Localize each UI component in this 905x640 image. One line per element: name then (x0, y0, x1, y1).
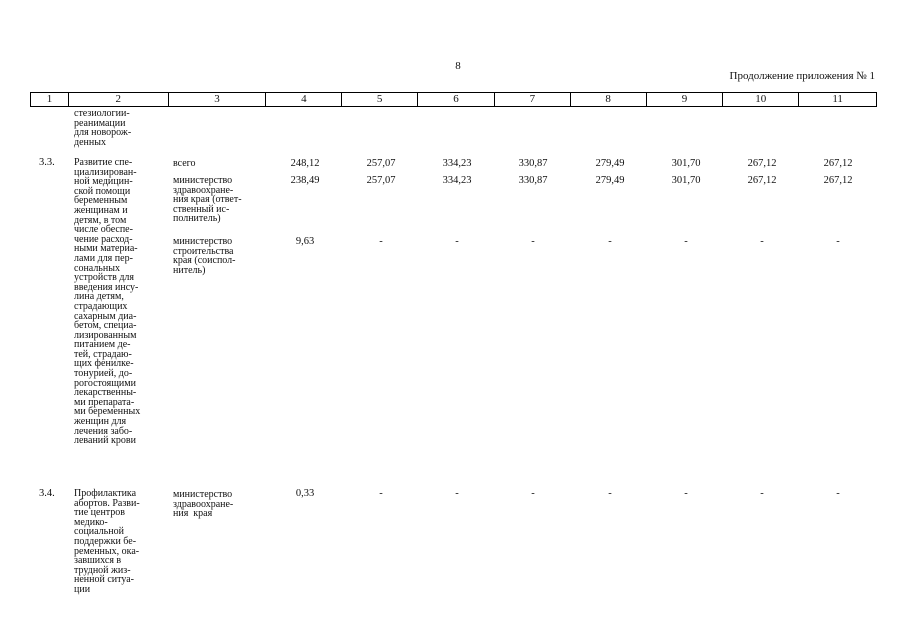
value-cell: - (531, 236, 535, 247)
value-cell: - (379, 236, 383, 247)
value-cell: 238,49 (290, 175, 320, 186)
value-cell: 330,87 (518, 158, 548, 169)
value-cell: 267,12 (823, 175, 853, 186)
column-header-3: 3 (169, 93, 267, 106)
column-header-5: 5 (342, 93, 418, 106)
value-cell: - (684, 488, 688, 499)
value-cell: 279,49 (595, 158, 625, 169)
column-header-1: 1 (31, 93, 69, 106)
row-name: Профилактика абортов. Разви- тие центров медико- социальной поддержки бе- ременных, ока- завшихся в трудной жиз- ненной ситуа- ции (74, 488, 140, 595)
value-cell: 9,63 (295, 236, 315, 247)
executor-health-ministry: министерство здравоохране- ния края (173, 489, 234, 520)
continuation-label: Продолжение приложения № 1 (729, 70, 875, 82)
column-header-10: 10 (723, 93, 799, 106)
table-header-row (30, 92, 877, 107)
value-cell: - (760, 236, 764, 247)
column-header-7: 7 (495, 93, 571, 106)
value-cell: 330,87 (518, 175, 548, 186)
value-cell: 267,12 (747, 175, 777, 186)
value-cell: 248,12 (290, 158, 320, 169)
column-header-4: 4 (266, 93, 342, 106)
value-cell: - (760, 488, 764, 499)
value-cell: - (836, 236, 840, 247)
column-header-8: 8 (571, 93, 647, 106)
row-number: 3.3. (39, 157, 55, 168)
value-cell: - (455, 488, 459, 499)
value-cell: 301,70 (671, 175, 701, 186)
column-header-6: 6 (418, 93, 495, 106)
value-cell: - (455, 236, 459, 247)
value-cell: 267,12 (823, 158, 853, 169)
value-cell: - (684, 236, 688, 247)
value-cell: 257,07 (366, 175, 396, 186)
column-header-9: 9 (647, 93, 724, 106)
row-number: 3.4. (39, 488, 55, 499)
column-header-2: 2 (69, 93, 169, 106)
value-cell: - (379, 488, 383, 499)
value-cell: 334,23 (442, 158, 472, 169)
value-cell: 301,70 (671, 158, 701, 169)
column-header-11: 11 (832, 93, 843, 105)
executor-total: всего (173, 158, 196, 169)
value-cell: - (608, 236, 612, 247)
executor-construction-ministry: министерство строительства края (соиспол- нитель) (173, 236, 236, 276)
value-cell: - (836, 488, 840, 499)
row-name: стезиологии- реанимации для новорож- денных (74, 108, 132, 148)
value-cell: 279,49 (595, 175, 625, 186)
value-cell: - (608, 488, 612, 499)
executor-health-ministry: министерство здравоохране- ния края (ответ- ственный ис- полнитель) (173, 175, 242, 225)
value-cell: - (531, 488, 535, 499)
value-cell: 334,23 (442, 175, 472, 186)
value-cell: 0,33 (295, 488, 315, 499)
page-number: 8 (455, 60, 461, 72)
value-cell: 257,07 (366, 158, 396, 169)
row-name: Развитие спе- циализирован- ной медицин- ской помощи беременным женщинам и детям, в том числе обеспе- чение расход- ными материа- лами для пер- сональных устройств для введения инсу- лина детям, страдающих сахарным диа- бетом, специа- лизированным питанием де- тей, страдаю- щих фенилке- тонурией, до- рогостоящими лекарственны- ми препарата- ми беременных женщин для лечения забо- леваний крови (74, 157, 141, 447)
value-cell: 267,12 (747, 158, 777, 169)
